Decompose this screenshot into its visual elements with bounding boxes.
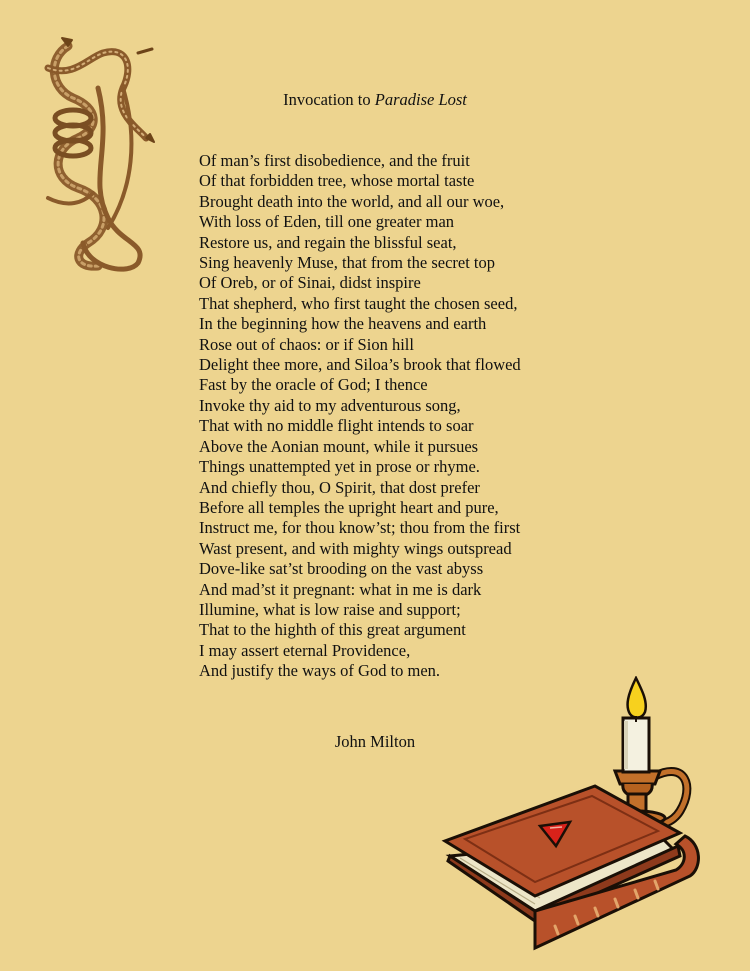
- poem-line: That to the highth of this great argument: [199, 620, 466, 640]
- poem-line: That shepherd, who first taught the chosen seed,: [199, 293, 518, 313]
- poem-line: Of man’s first disobedience, and the fruit: [199, 151, 470, 170]
- poem-line: Restore us, and regain the blissful seat,: [199, 232, 457, 252]
- poem-line: Above the Aonian mount, while it pursues: [199, 436, 479, 456]
- poem-line: Rose out of chaos: or if Sion hill: [199, 334, 414, 354]
- poem-line: Delight thee more, and Siloa’s brook that flowed: [199, 355, 521, 375]
- book-candle-illustration: [440, 676, 730, 951]
- poem-line: Instruct me, for thou know’st; thou from the first: [199, 518, 521, 538]
- poem-line: That with no middle flight intends to soar: [199, 416, 474, 436]
- poem-line: I may assert eternal Providence,: [199, 640, 411, 660]
- author-text: John Milton: [334, 732, 416, 751]
- title-prefix: Invocation to: [283, 90, 375, 109]
- poem-line: Before all temples the upright heart and pure,: [199, 497, 499, 517]
- poem-line: In the beginning how the heavens and earth: [199, 314, 487, 334]
- title-italic: Paradise Lost: [374, 90, 467, 109]
- poem-line: Things unattempted yet in prose or rhyme.: [199, 457, 480, 477]
- poem-line: Sing heavenly Muse, that from the secret top: [199, 253, 496, 273]
- poem-line: Fast by the oracle of God; I thence: [199, 375, 428, 395]
- poem-line: And mad’st it pregnant: what in me is dark: [199, 579, 482, 599]
- poem-body: [199, 151, 521, 682]
- serpents-illustration: [28, 28, 168, 278]
- poem-title: [0, 90, 750, 110]
- poem-line: Of that forbidden tree, whose mortal taste: [199, 171, 475, 191]
- poem-line: Illumine, what is low raise and support;: [199, 599, 461, 619]
- poem-line: Of Oreb, or of Sinai, didst inspire: [199, 273, 421, 293]
- poem-line: Brought death into the world, and all our woe,: [199, 191, 505, 211]
- poem-line: Wast present, and with mighty wings outspread: [199, 538, 512, 558]
- poem-line: With loss of Eden, till one greater man: [199, 212, 455, 232]
- poem-line: And justify the ways of God to men.: [199, 661, 441, 681]
- poem-line: Dove-like sat’st brooding on the vast abyss: [199, 559, 484, 579]
- poem-line: Invoke thy aid to my adventurous song,: [199, 395, 461, 415]
- poem-line: And chiefly thou, O Spirit, that dost prefer: [199, 477, 480, 497]
